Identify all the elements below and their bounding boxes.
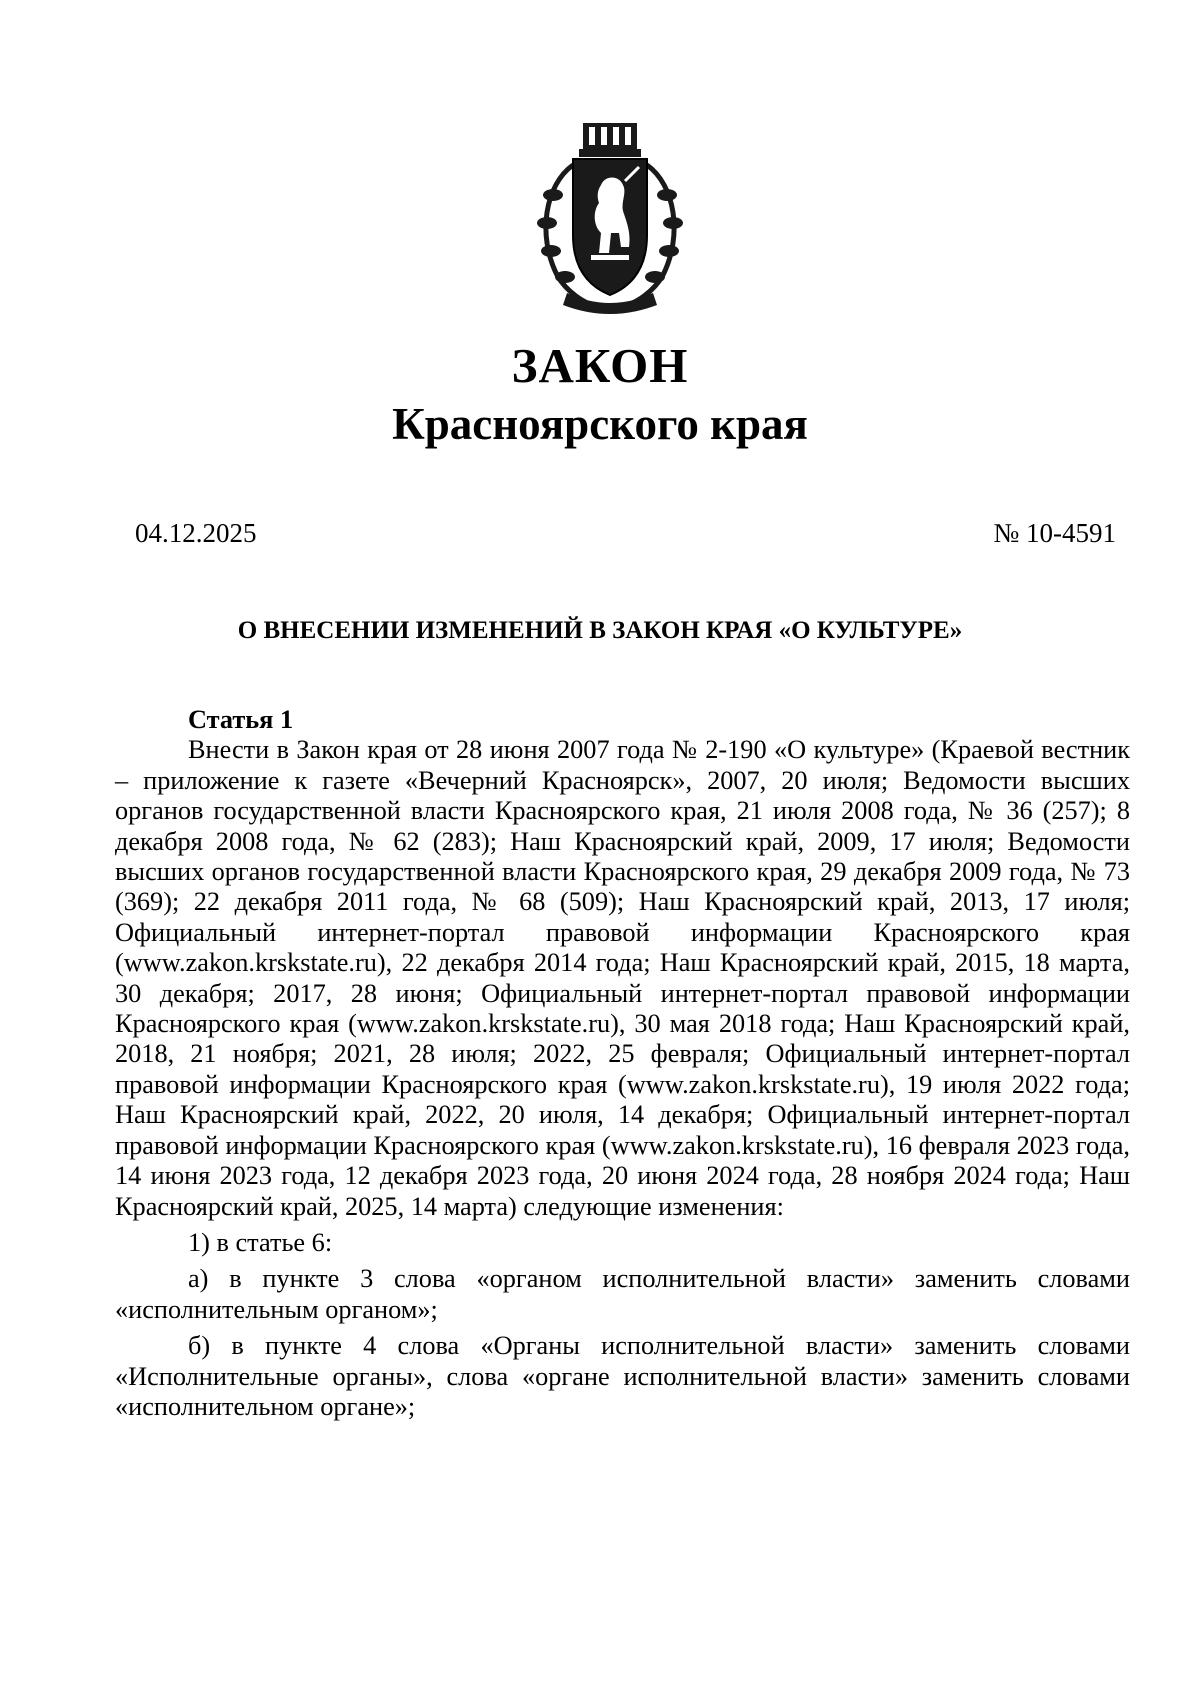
list-item-1b: б) в пункте 4 слова «Органы исполнительной власти» заменить словами «Исполнительные органы», слова «органе исполнительной власти» заменить словами «исполнительном органе»; bbox=[115, 1331, 1130, 1421]
krasnoyarsk-coat-of-arms-icon bbox=[535, 115, 685, 320]
document-title: О ВНЕСЕНИИ ИЗМЕНЕНИЙ В ЗАКОН КРАЯ «О КУЛЬТУРЕ» bbox=[237, 617, 963, 644]
list-item-1: 1) в статье 6: bbox=[188, 1227, 333, 1257]
law-number: № 10-4591 bbox=[993, 518, 1116, 548]
article-intro-paragraph: Внести в Закон края от 28 июня 2007 года № 2-190 «О культуре» (Краевой вестник – приложение к газете «Вечерний Красноярск», 2007, 20 июля; Ведомости высших органов государственной власти Красноярского края, 21 июля 2008 года, № 36 (257); 8 декабря 2008 года, № 62 (283); Наш Красноярский край, 2009, 17 июля; Ведомости высших органов государственной власти Красноярского края, 29 декабря 2009 года, № 73 (369); 22 декабря 2011 года, № 68 (509); Наш Красноярский край, 2013, 17 июля; Официальный интернет-портал правовой информации Красноярского края (www.zakon.krskstate.ru), 22 декабря 2014 года; Наш Красноярский край, 2015, 18 марта, 30 декабря; 2017, 28 июня; Официальный интернет-портал правовой информации Красноярского края (www.zakon.krskstate.ru), 30 мая 2018 года; Наш Красноярский край, 2018, 21 ноября; 2021, 28 июля; 2022, 25 февраля; Официальный интернет-портал правовой информации Красноярского края (www.zakon.krskstate.ru), 19 июля 2022 года; Наш Красноярский край, 2022, 20 июля, 14 декабря; Официальный интернет-портал правовой информации Красноярского края (www.zakon.krskstate.ru), 16 февраля 2023 года, 14 июня 2023 года, 12 декабря 2023 года, 20 июня 2024 года, 28 ноября 2024 года; Наш Красноярский край, 2025, 14 марта) следующие изменения: bbox=[115, 735, 1130, 1221]
law-subtitle: Красноярского края bbox=[392, 399, 808, 449]
law-title: ЗАКОН bbox=[511, 338, 689, 393]
law-date: 04.12.2025 bbox=[135, 518, 257, 548]
list-item-1a: а) в пункте 3 слова «органом исполнительной власти» заменить словами «исполнительным органом»; bbox=[115, 1264, 1130, 1324]
article-title: Статья 1 bbox=[188, 705, 294, 734]
document-body bbox=[115, 705, 1130, 1422]
